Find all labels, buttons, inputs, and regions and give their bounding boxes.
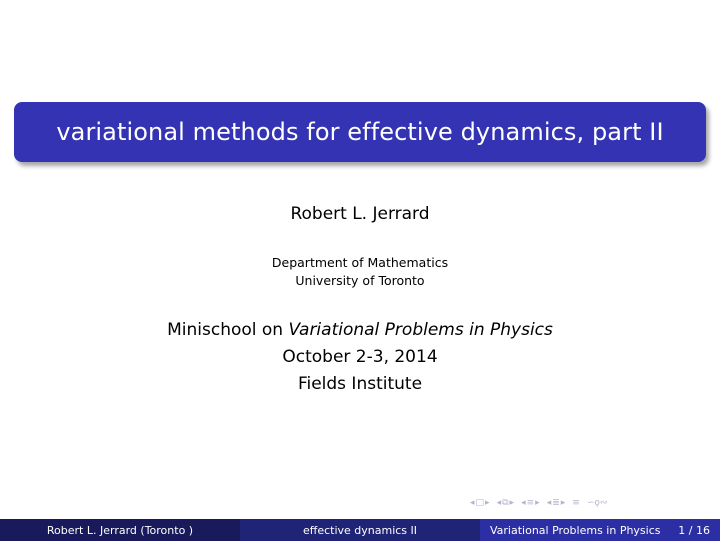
- institution-department: Department of Mathematics: [271, 255, 449, 270]
- nav-slide-icon[interactable]: □: [475, 497, 485, 508]
- nav-next-frame-icon[interactable]: ▸: [509, 497, 515, 508]
- page-number: 1 / 16: [678, 523, 710, 537]
- nav-subsection-icon[interactable]: ≡: [526, 497, 535, 508]
- event-line: [0, 320, 720, 340]
- beamer-navigation: [470, 497, 612, 509]
- footer-short-title: [240, 519, 480, 541]
- footer-short-title-text: effective dynamics II: [302, 523, 418, 537]
- nav-section-icon[interactable]: ≣: [552, 497, 560, 508]
- institution-university: University of Toronto: [295, 273, 425, 288]
- footer-event: [480, 519, 720, 541]
- nav-align-icon[interactable]: ≡: [572, 497, 580, 508]
- footer-author-text: Robert L. Jerrard (Toronto ): [46, 523, 194, 537]
- slide-title: [14, 102, 706, 162]
- footer-author: [0, 519, 240, 541]
- nav-prev-slide-icon[interactable]: ◂: [470, 497, 475, 508]
- footer-event-text: Variational Problems in Physics: [490, 523, 661, 537]
- nav-next-slide-icon[interactable]: ▸: [485, 497, 490, 508]
- nav-next-section-icon[interactable]: ▸: [560, 497, 566, 508]
- nav-prev-section-icon[interactable]: ◂: [546, 497, 552, 508]
- event-date: October 2-3, 2014: [282, 347, 438, 367]
- event-venue: Fields Institute: [297, 374, 423, 394]
- nav-prev-frame-icon[interactable]: ◂: [496, 497, 502, 508]
- nav-prev-subsection-icon[interactable]: ◂: [521, 497, 526, 508]
- author-name: Robert L. Jerrard: [290, 204, 430, 224]
- event-prefix: Minischool on: [167, 320, 289, 340]
- nav-search-icon[interactable]: ∽ϙ∾: [586, 497, 608, 508]
- footer-bar: [0, 519, 720, 541]
- slide-title-text: variational methods for effective dynamics, part II: [56, 118, 664, 146]
- nav-frame-icon[interactable]: ⧉: [502, 497, 509, 508]
- nav-next-subsection-icon[interactable]: ▸: [535, 497, 540, 508]
- event-name: Variational Problems in Physics: [288, 320, 553, 340]
